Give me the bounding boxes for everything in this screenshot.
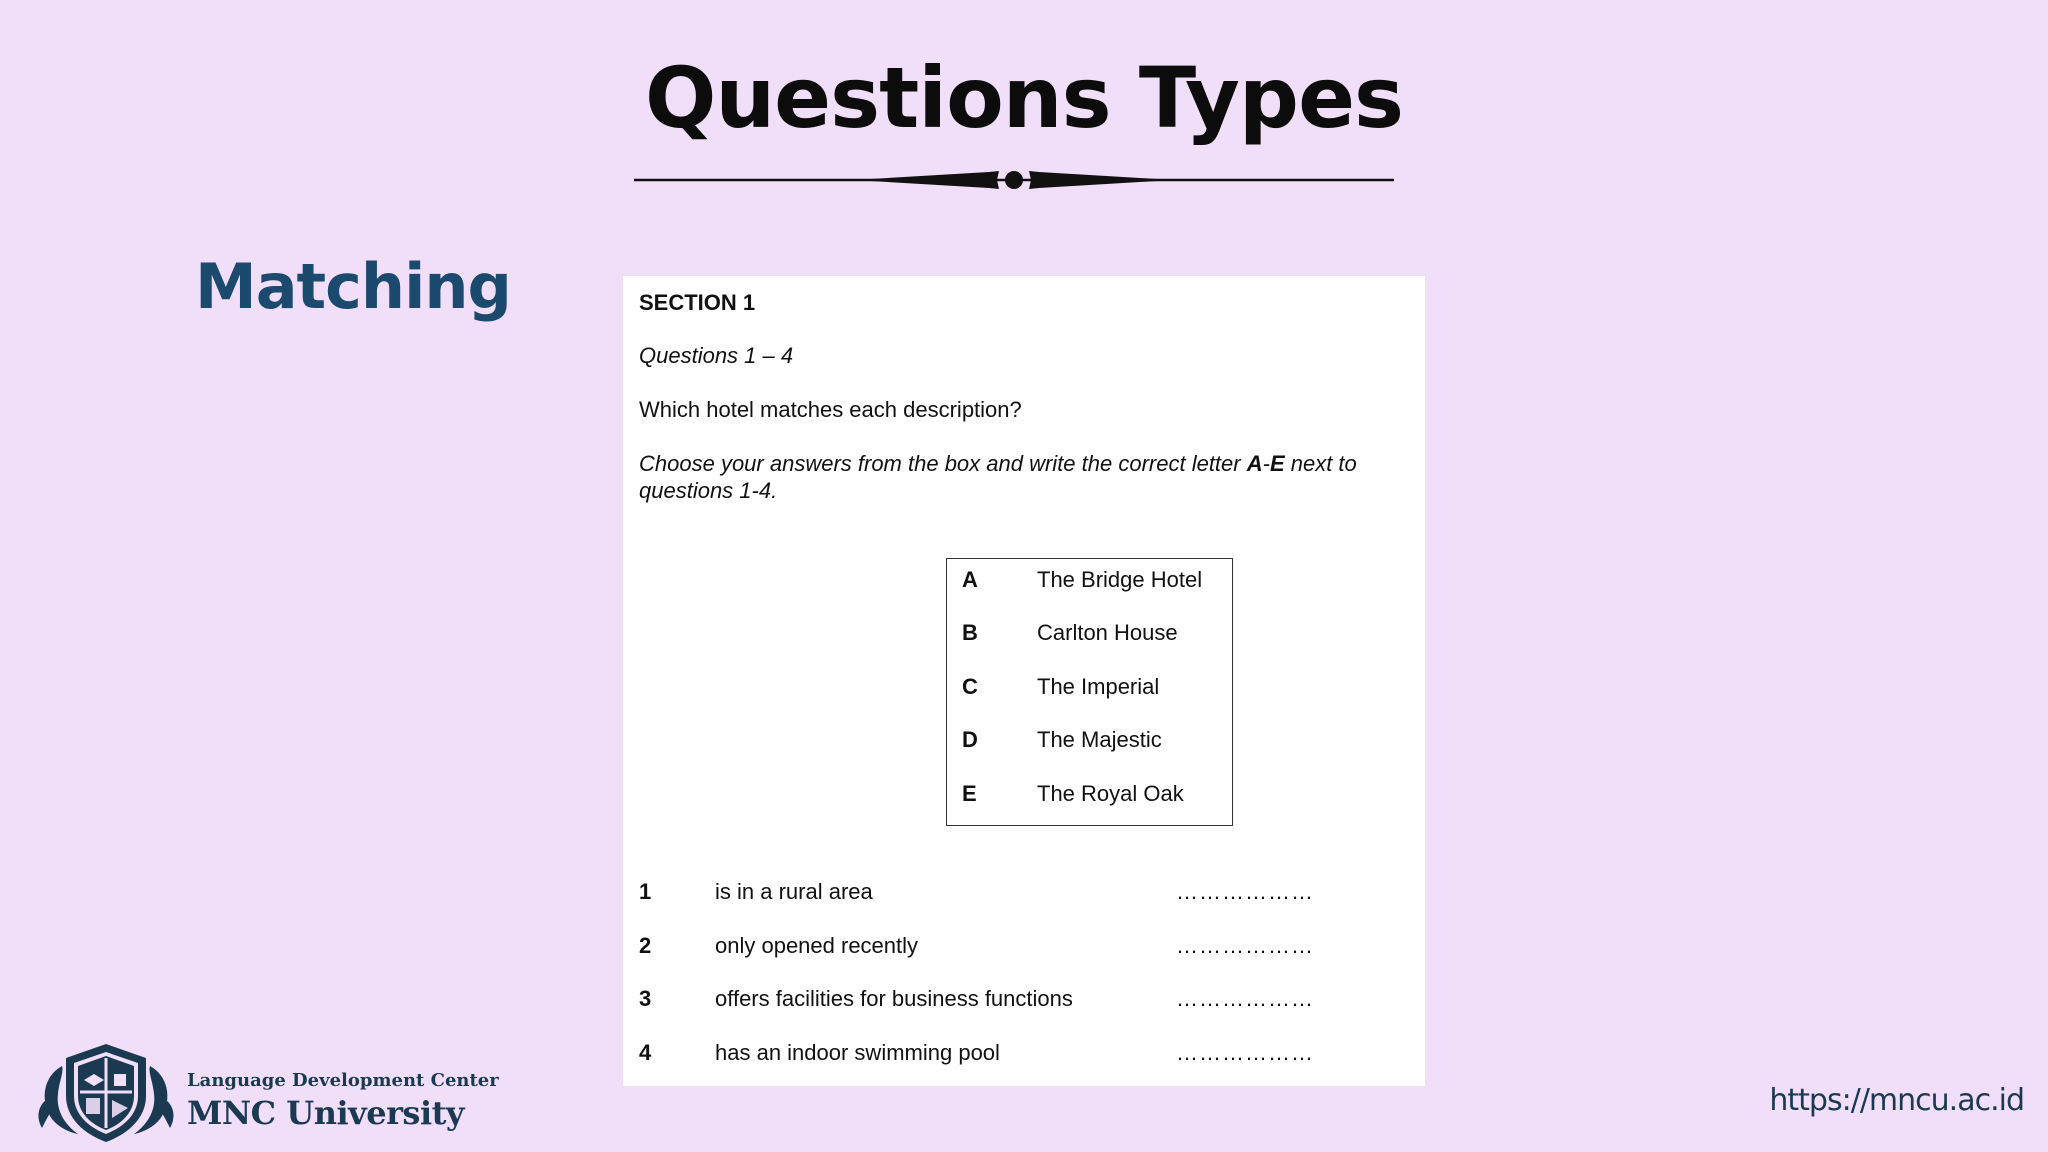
question-item [639, 1040, 1409, 1070]
answer-blank[interactable]: ……………… [1176, 1040, 1314, 1065]
instruction-text: Choose your answers from the box and write the correct letter A-E next to questions 1-4. [639, 451, 1357, 503]
item-number: 2 [639, 933, 652, 958]
option-name: The Bridge Hotel [1037, 567, 1203, 592]
item-number: 3 [639, 986, 652, 1011]
option-row [947, 781, 1232, 811]
question-item [639, 986, 1409, 1016]
question-item [639, 933, 1409, 963]
answer-blank[interactable]: ……………… [1176, 986, 1314, 1011]
option-letter: A [962, 567, 978, 592]
answer-blank[interactable]: ……………… [1176, 879, 1314, 904]
department-name: Language Development Center [187, 1070, 499, 1091]
option-name: The Majestic [1037, 727, 1162, 752]
answer-blank[interactable]: ……………… [1176, 933, 1314, 958]
section-label: SECTION 1 [639, 290, 756, 315]
option-row [947, 567, 1232, 597]
title-divider [634, 164, 1394, 198]
option-name: The Royal Oak [1037, 781, 1184, 806]
question-text: Which hotel matches each description? [639, 397, 1022, 422]
slide-title: Questions Types [644, 49, 1404, 147]
section-heading: Matching [195, 250, 511, 323]
option-name: The Imperial [1037, 674, 1160, 699]
university-name: MNC University [187, 1094, 464, 1132]
option-name: Carlton House [1037, 620, 1178, 645]
option-letter: E [962, 781, 977, 806]
option-letter: B [962, 620, 978, 645]
document-panel [623, 276, 1425, 1086]
website-url[interactable]: https://mncu.ac.id [1769, 1083, 2024, 1118]
option-letter: C [962, 674, 978, 699]
university-crest-icon [34, 1036, 178, 1144]
options-box [946, 558, 1233, 826]
option-row [947, 727, 1232, 757]
item-number: 1 [639, 879, 652, 904]
item-number: 4 [639, 1040, 652, 1065]
option-row [947, 620, 1232, 650]
question-item [639, 879, 1409, 909]
item-text: is in a rural area [715, 879, 873, 904]
question-range: Questions 1 – 4 [639, 343, 794, 368]
item-text: has an indoor swimming pool [715, 1040, 1000, 1065]
item-text: only opened recently [715, 933, 919, 958]
option-row [947, 674, 1232, 704]
item-text: offers facilities for business functions [715, 986, 1073, 1011]
option-letter: D [962, 727, 978, 752]
